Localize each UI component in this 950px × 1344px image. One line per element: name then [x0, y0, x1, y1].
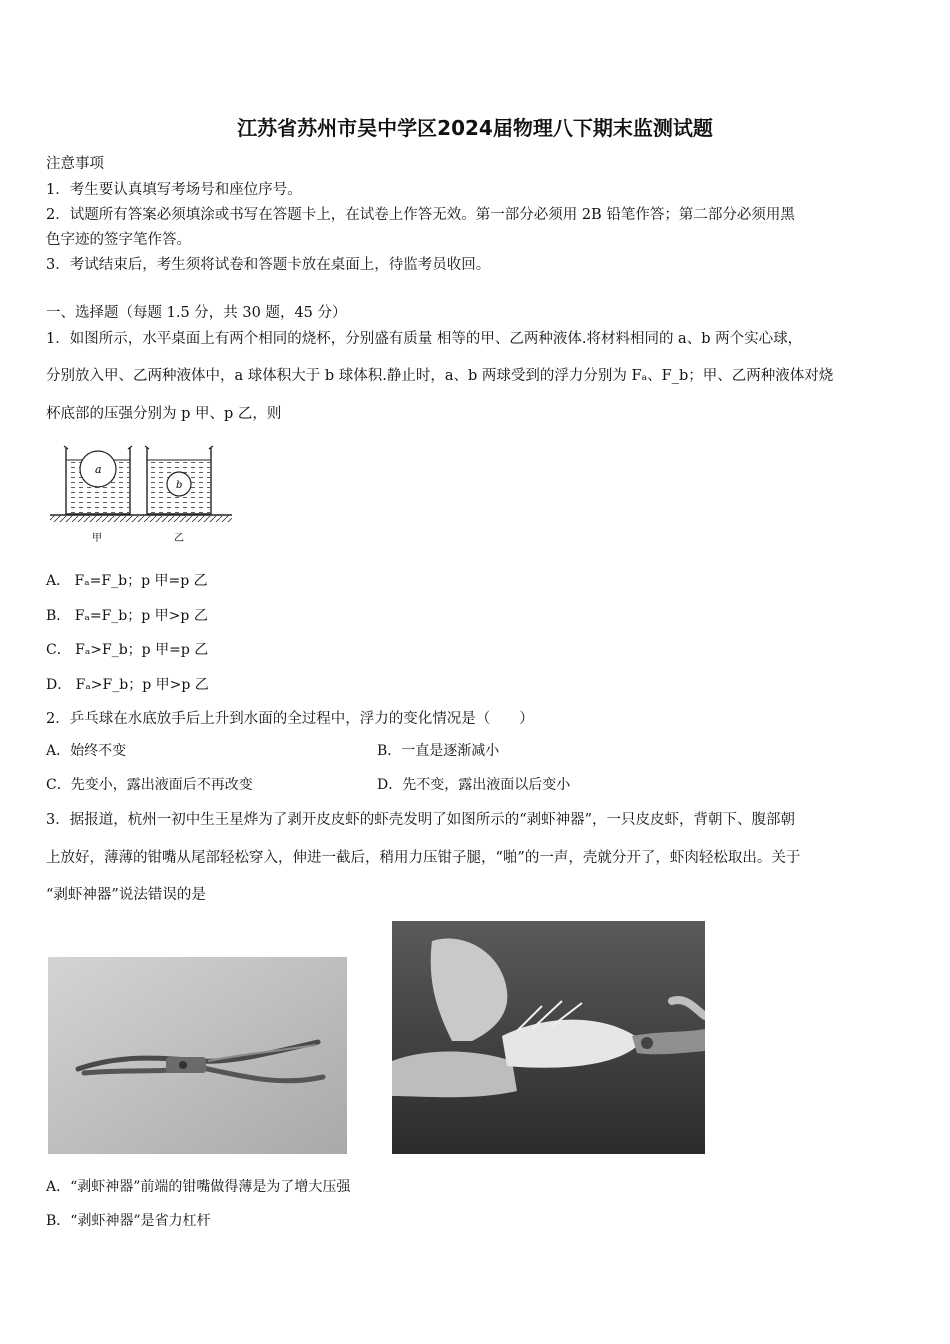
section-heading: 一、选择题（每题 1.5 分，共 30 题，45 分）	[46, 305, 347, 321]
question-2-stem: 2．乒乓球在水底放手后上升到水面的全过程中，浮力的变化情况是（ ）	[46, 711, 534, 727]
q2-option-b: B．一直是逐渐减小	[377, 743, 500, 759]
notice-item: 3．考试结束后，考生须将试卷和答题卡放在桌面上，待监考员收回。	[46, 257, 491, 273]
shrimp-peeler-photo	[48, 957, 347, 1154]
page-title: 江苏省苏州市吴中学区2024届物理八下期末监测试题	[237, 116, 713, 140]
question-3-line: “剥虾神器”说法错误的是	[46, 887, 206, 903]
question-1-line: 1．如图所示，水平桌面上有两个相同的烧杯，分别盛有质量 相等的甲、乙两种液体.将材料相同的 a、b 两个实心球，	[46, 331, 803, 347]
beakers-figure	[46, 440, 236, 548]
question-3-line: 3．据报道，杭州一初中生王星烨为了剥开皮皮虾的虾壳发明了如图所示的“剥虾神器”，一只皮皮虾，背朝下、腹部朝	[46, 812, 796, 828]
q1-option-a: A． Fₐ=F_b；p 甲=p 乙	[46, 573, 208, 589]
ball-a-label: a	[95, 463, 102, 476]
question-3-line: 上放好，薄薄的钳嘴从尾部轻松穿入，伸进一截后，稍用力压钳子腿，“啪”的一声，壳就分开了，虾肉轻松取出。关于	[46, 850, 801, 866]
label-yi: 乙	[174, 533, 184, 544]
q3-option-a: A．“剥虾神器”前端的钳嘴做得薄是为了增大压强	[46, 1179, 351, 1195]
ball-b-label: b	[176, 480, 183, 491]
peeling-shrimp-photo	[392, 921, 705, 1154]
q1-option-b: B． Fₐ=F_b；p 甲>p 乙	[46, 608, 208, 624]
notice-heading: 注意事项	[46, 156, 104, 172]
notice-item: 1．考生要认真填写考场号和座位序号。	[46, 182, 302, 198]
question-1-line: 分别放入甲、乙两种液体中，a 球体积大于 b 球体积.静止时，a、b 两球受到的浮力分别为 Fₐ、F_b；甲、乙两种液体对烧	[46, 368, 834, 384]
q2-option-a: A．始终不变	[46, 743, 127, 759]
q1-option-d: D． Fₐ>F_b；p 甲>p 乙	[46, 677, 209, 693]
question-1-line: 杯底部的压强分别为 p 甲、p 乙，则	[46, 406, 282, 422]
notice-item: 色字迹的签字笔作答。	[46, 232, 191, 248]
q2-option-c: C．先变小，露出液面后不再改变	[46, 777, 253, 793]
q1-option-c: C． Fₐ>F_b；p 甲=p 乙	[46, 642, 209, 658]
label-jia: 甲	[92, 533, 102, 544]
notice-item: 2．试题所有答案必须填涂或书写在答题卡上，在试卷上作答无效。第一部分必须用 2B 铅笔作答；第二部分必须用黑	[46, 207, 795, 223]
q3-option-b: B．“剥虾神器”是省力杠杆	[46, 1213, 211, 1229]
q2-option-d: D．先不变，露出液面以后变小	[377, 777, 571, 793]
